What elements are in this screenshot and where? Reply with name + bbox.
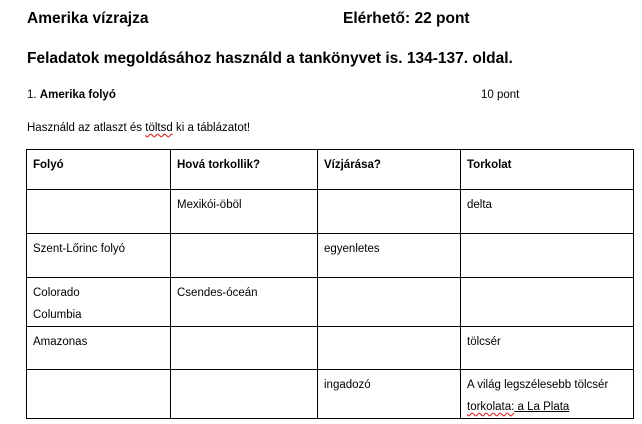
- cell-line: A világ legszélesebb tölcsér: [467, 379, 609, 391]
- table-cell[interactable]: delta: [461, 190, 634, 234]
- table-header-row: [27, 150, 634, 190]
- underlined-text: La Plata: [527, 401, 570, 413]
- table-row: [27, 327, 634, 370]
- table-cell[interactable]: Mexikói-öböl: [171, 190, 318, 234]
- table-row: [27, 190, 634, 234]
- table-row: [27, 234, 634, 278]
- cell-line: Colorado: [33, 287, 80, 299]
- table-cell[interactable]: Amazonas: [27, 327, 171, 370]
- task-name: Amerika folyó: [39, 89, 116, 101]
- hint-spellcheck-word: töltsd: [145, 122, 173, 134]
- table-cell[interactable]: [461, 278, 634, 327]
- rivers-table: [26, 149, 634, 419]
- table-cell[interactable]: [171, 370, 318, 419]
- table-cell[interactable]: [27, 370, 171, 419]
- cell-line: Columbia: [33, 309, 82, 321]
- table-cell[interactable]: [171, 234, 318, 278]
- hint-text-before: Használd az atlaszt és: [27, 122, 146, 134]
- instruction-text: Feladatok megoldásához használd a tankönyvet is. 134-137. oldal.: [27, 50, 513, 67]
- table-cell[interactable]: tölcsér: [461, 327, 634, 370]
- cell-line: [467, 396, 627, 418]
- underlined-text: a: [514, 401, 528, 413]
- document-title: Amerika vízrajza: [27, 10, 149, 27]
- table-cell[interactable]: [461, 370, 634, 419]
- task-heading: [27, 89, 116, 101]
- table-cell[interactable]: [318, 278, 461, 327]
- spellcheck-word: torkolata:: [467, 401, 515, 413]
- table-cell[interactable]: ingadozó: [318, 370, 461, 419]
- task-hint: [27, 122, 250, 134]
- table-cell[interactable]: [318, 327, 461, 370]
- task-points: 10 pont: [481, 89, 520, 101]
- header-mouth-destination: Hová torkollik?: [171, 150, 318, 190]
- total-points: Elérhető: 22 pont: [343, 10, 470, 27]
- table-row: [27, 370, 634, 419]
- table-cell[interactable]: [27, 190, 171, 234]
- header-mouth-type: Torkolat: [461, 150, 634, 190]
- table-cell[interactable]: Szent-Lőrinc folyó: [27, 234, 171, 278]
- task-number: 1.: [27, 89, 37, 101]
- table-cell[interactable]: [461, 234, 634, 278]
- header-water-regime: Vízjárása?: [318, 150, 461, 190]
- header-river: Folyó: [27, 150, 171, 190]
- hint-text-after: ki a táblázatot!: [172, 122, 251, 134]
- table-cell[interactable]: [318, 190, 461, 234]
- table-row: [27, 278, 634, 327]
- table-cell[interactable]: Csendes-óceán: [171, 278, 318, 327]
- table-cell[interactable]: [27, 278, 171, 327]
- table-cell[interactable]: egyenletes: [318, 234, 461, 278]
- table-cell[interactable]: [171, 327, 318, 370]
